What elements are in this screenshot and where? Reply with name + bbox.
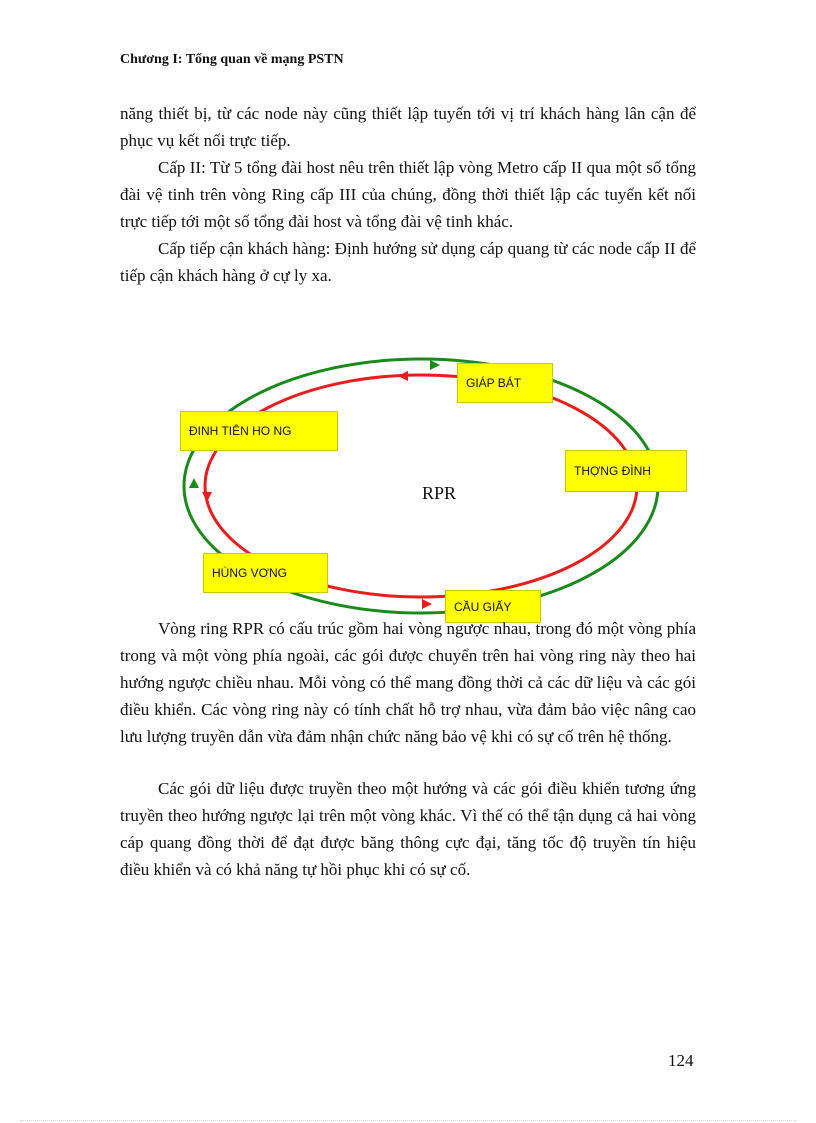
paragraph-5: Các gói dữ liệu được truyền theo một hướng và các gói điều khiển tương ứng truyền theo hướng ngược lại trên một vòng khác. Vì thế có thể tận dụng cả hai vòng cáp quang đồng thời để đạt được băng thông cực đại, tăng tốc độ truyền tín hiệu điều khiển và có khả năng tự hồi phục khi có sự cố. bbox=[120, 779, 696, 879]
node-dinh-tien-hoang: ĐINH TIÊN HO NG bbox=[180, 411, 338, 451]
page-header: Chương I: Tổng quan về mạng PSTN bbox=[120, 52, 344, 67]
paragraph-4: Vòng ring RPR có cấu trúc gồm hai vòng ngược nhau, trong đó một vòng phía trong và một vòng phía ngoài, các gói được chuyển trên hai vòng ring này theo hai hướng ngược chiều nhau. Mỗi vòng có thể mang đồng thời cả các dữ liệu và các gói điều khiển. Các vòng ring này có tính chất hỗ trợ nhau, vừa đảm bảo việc nâng cao lưu lượng truyền dẫn vừa đảm nhận chức năng bảo vệ khi có sự cố trên hệ thống. bbox=[120, 619, 696, 746]
node-giap-bat: GIÁP BÁT bbox=[457, 363, 553, 403]
node-hung-vuong: HÙNG VƠNG bbox=[203, 553, 328, 593]
inner-ring-arrow-bottom bbox=[422, 599, 432, 609]
inner-ring-arrow-left bbox=[202, 492, 212, 502]
node-cau-giay: CẦU GIẤY bbox=[445, 590, 541, 623]
paragraph-2: Cấp II: Từ 5 tổng đài host nêu trên thiết lập vòng Metro cấp II qua một số tổng đài vệ tinh trên vòng Ring cấp III của chúng, đồng thời thiết lập các tuyến kết nối trực tiếp tới một số tổng đài host và tổng đài vệ tinh khác. bbox=[120, 158, 696, 231]
page-number: 124 bbox=[668, 1051, 694, 1070]
paragraph-3: Cấp tiếp cận khách hàng: Định hướng sử dụng cáp quang từ các node cấp II để tiếp cận khách hàng ở cự ly xa. bbox=[120, 239, 696, 285]
outer-ring-arrow-top bbox=[430, 360, 440, 370]
inner-ring-arrow-top bbox=[398, 371, 408, 381]
rpr-label: RPR bbox=[422, 483, 457, 503]
rpr-ring-diagram bbox=[170, 350, 700, 620]
outer-ring-arrow-left bbox=[189, 478, 199, 488]
paragraph-1: năng thiết bị, từ các node này cũng thiết lập tuyến tới vị trí khách hàng lân cận để phục vụ kết nối trực tiếp. bbox=[120, 104, 696, 150]
footer-divider bbox=[20, 1120, 796, 1121]
node-thong-dinh: THỢNG ĐÌNH bbox=[565, 450, 687, 492]
